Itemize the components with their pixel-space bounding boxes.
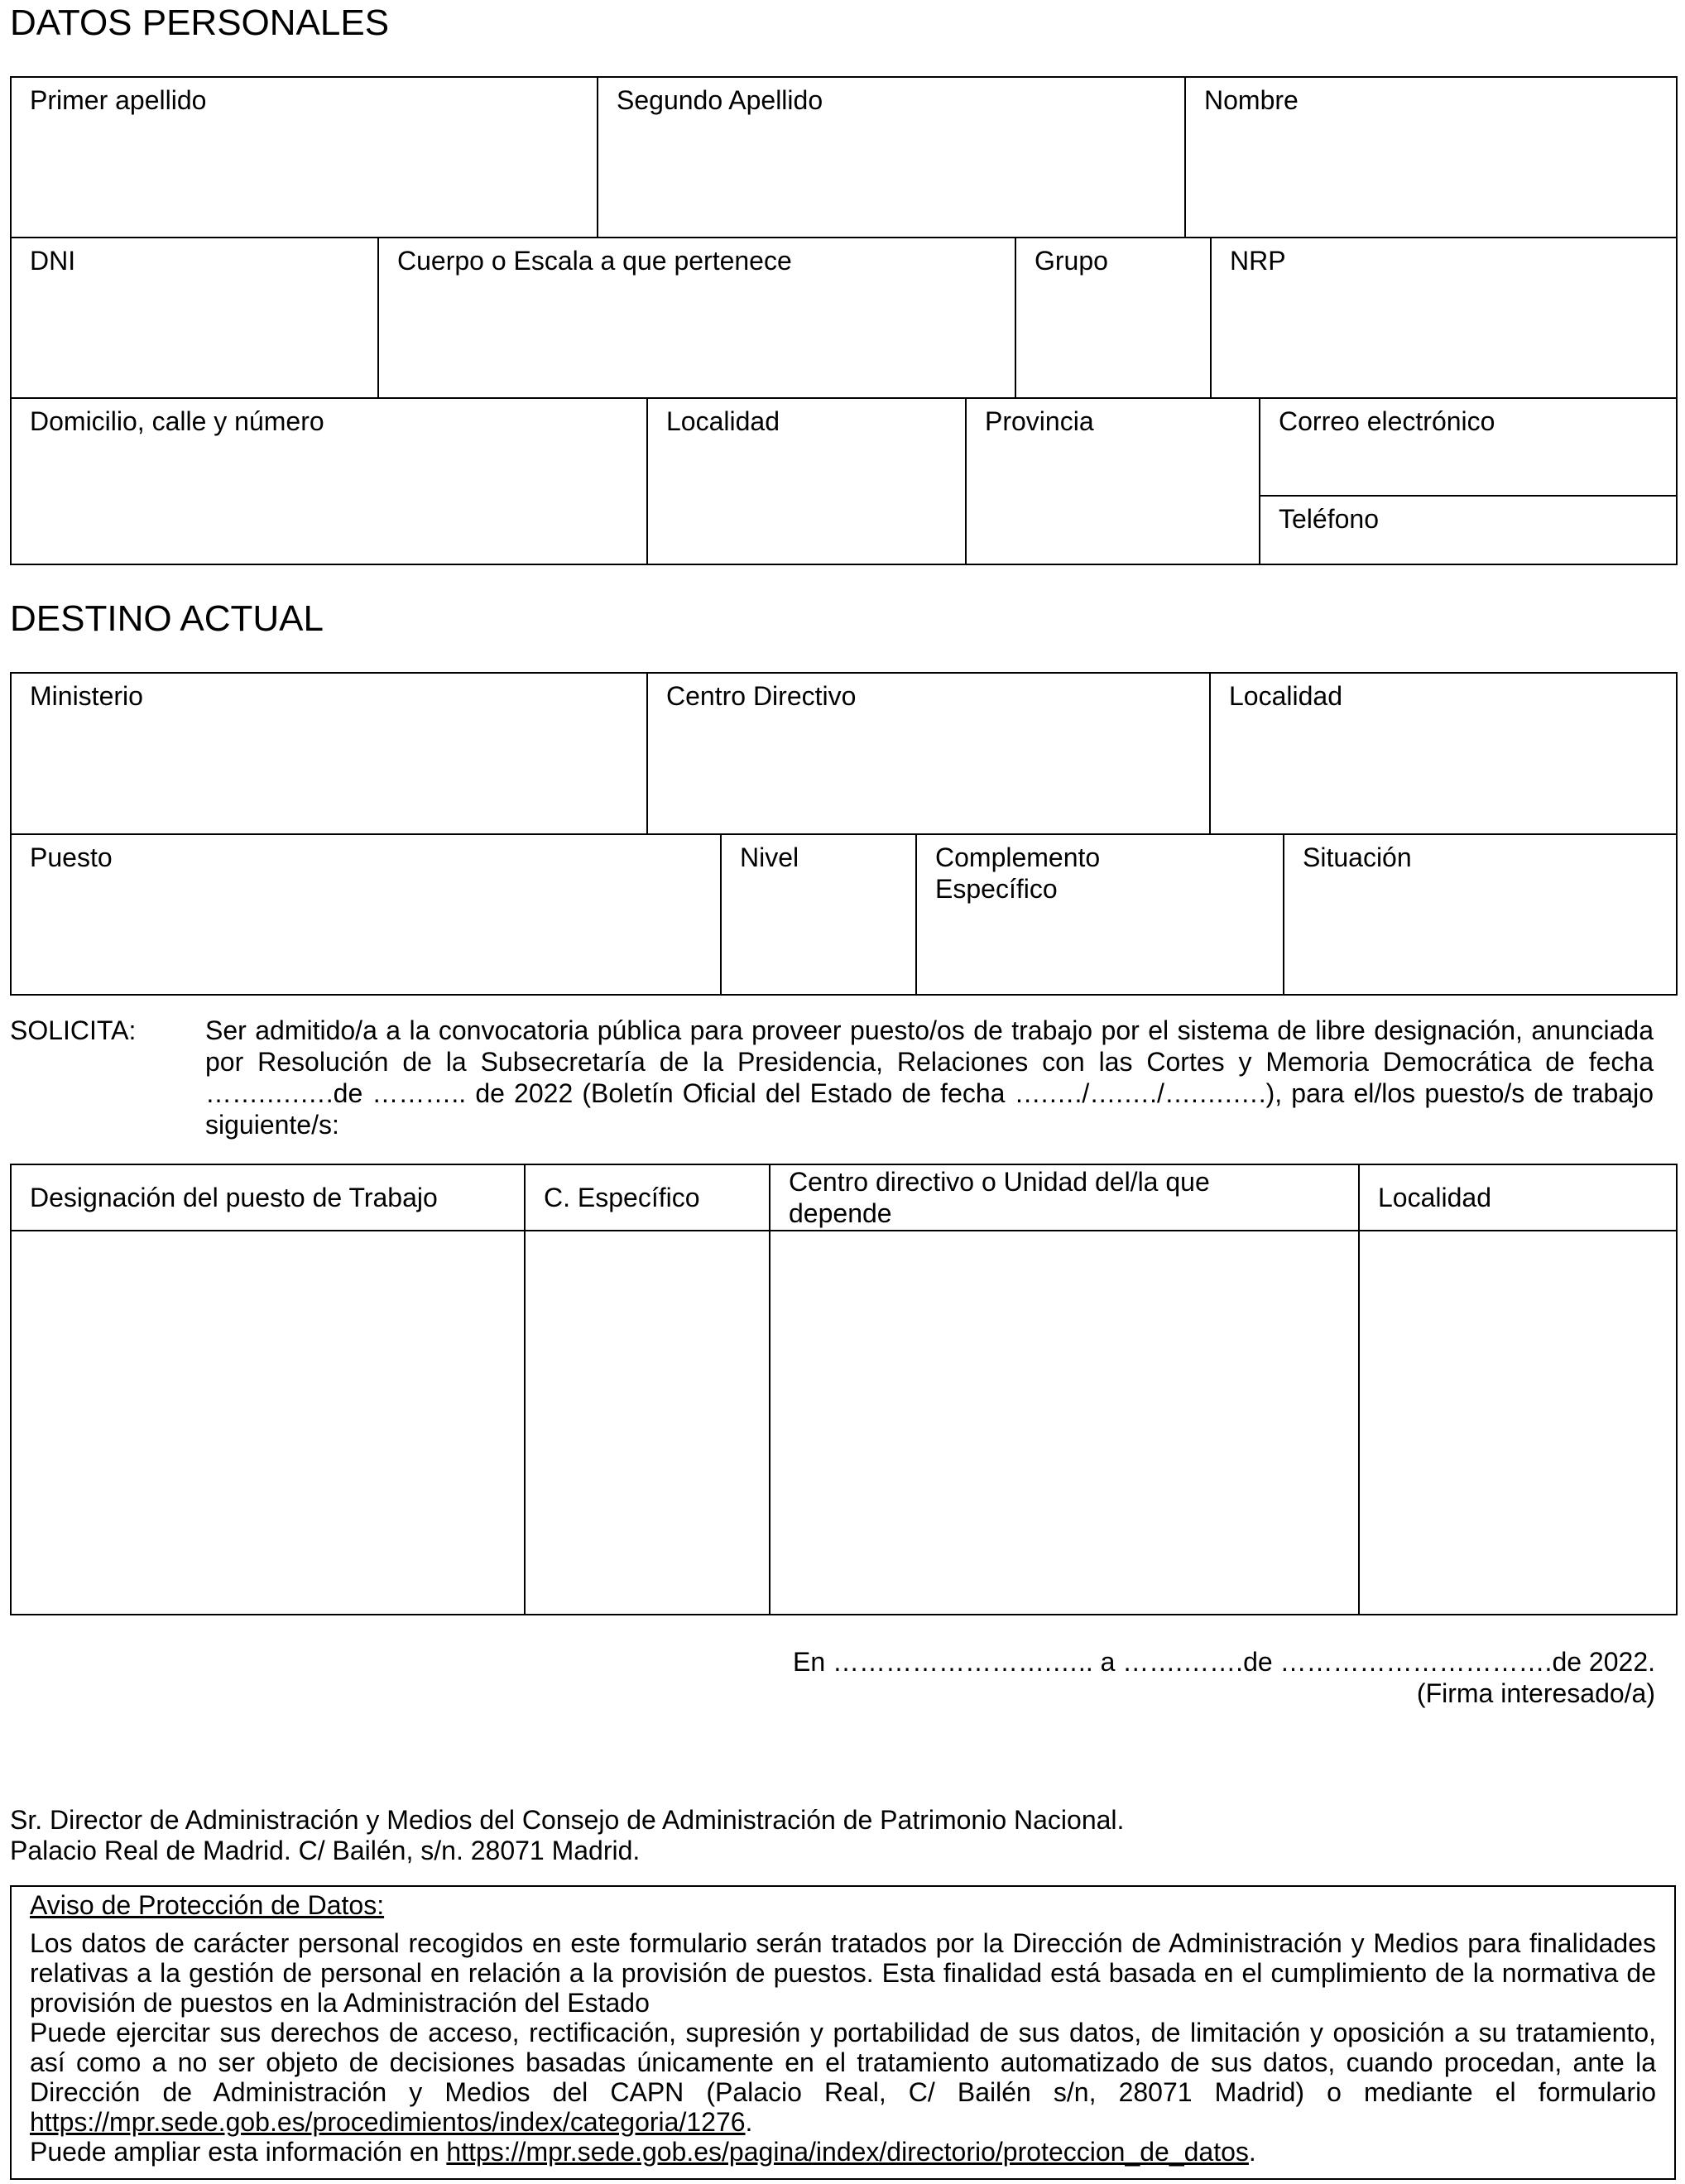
header-centro-directivo: Centro directivo o Unidad del/la que depende <box>770 1164 1359 1231</box>
destino-actual-row-2 <box>10 833 1678 996</box>
cuerpo-escala-field[interactable]: Cuerpo o Escala a que pertenece <box>378 238 1015 398</box>
localidad-field[interactable]: Localidad <box>647 398 966 564</box>
datos-personales-row-1 <box>10 76 1678 238</box>
telefono-field[interactable]: Teléfono <box>1260 496 1677 564</box>
localidad-puesto-input[interactable] <box>1359 1231 1677 1615</box>
segundo-apellido-field[interactable]: Segundo Apellido <box>598 77 1185 238</box>
ministerio-field[interactable]: Ministerio <box>11 673 647 834</box>
header-designacion: Designación del puesto de Trabajo <box>11 1164 525 1231</box>
dni-field[interactable]: DNI <box>11 238 378 398</box>
domicilio-field[interactable]: Domicilio, calle y número <box>11 398 647 564</box>
localidad-destino-field[interactable]: Localidad <box>1210 673 1677 834</box>
section-title-datos-personales: DATOS PERSONALES <box>10 2 390 43</box>
destino-actual-row-1 <box>10 672 1678 835</box>
header-localidad: Localidad <box>1359 1164 1677 1231</box>
centro-directivo-field[interactable]: Centro Directivo <box>647 673 1210 834</box>
complemento-especifico-field[interactable]: Complemento Específico <box>916 834 1284 995</box>
aviso-paragraph-1: Los datos de carácter personal recogidos en este formulario serán tratados por la Dirección de Administración y Medios para finalidades relativas a la gestión de personal en relación a la provisión de puestos. Esta finalidad está basada en el cumplimiento de la normativa de provisión de puestos en la Administración del Estado <box>30 1928 1656 2018</box>
destinatario-line-2: Palacio Real de Madrid. C/ Bailén, s/n. 28071 Madrid. <box>10 1836 641 1865</box>
grupo-field[interactable]: Grupo <box>1015 238 1211 398</box>
correo-electronico-field[interactable]: Correo electrónico <box>1260 398 1677 496</box>
proteccion-datos-link[interactable]: https://mpr.sede.gob.es/pagina/index/directorio/proteccion_de_datos <box>446 2137 1249 2167</box>
puestos-table <box>10 1164 1678 1615</box>
datos-personales-row-3 <box>10 397 1678 565</box>
solicita-label: SOLICITA: <box>10 1015 137 1045</box>
puestos-table-header <box>11 1164 1677 1231</box>
provincia-field[interactable]: Provincia <box>966 398 1260 564</box>
datos-personales-row-2 <box>10 237 1678 399</box>
aviso-paragraph-3-text: Puede ampliar esta información en <box>30 2137 439 2167</box>
nombre-field[interactable]: Nombre <box>1185 77 1677 238</box>
designacion-puesto-input[interactable] <box>11 1231 525 1615</box>
puesto-field[interactable]: Puesto <box>11 834 721 995</box>
header-c-especifico: C. Específico <box>525 1164 770 1231</box>
centro-directivo-unidad-input[interactable] <box>770 1231 1359 1615</box>
aviso-paragraph-3: Puede ampliar esta información en https://mpr.sede.gob.es/pagina/index/directorio/proteccion_de_datos. <box>30 2137 1256 2167</box>
nivel-field[interactable]: Nivel <box>721 834 916 995</box>
table-row <box>11 1231 1677 1615</box>
situacion-field[interactable]: Situación <box>1284 834 1677 995</box>
firma-label: (Firma interesado/a) <box>1416 1678 1655 1708</box>
nrp-field[interactable]: NRP <box>1211 238 1677 398</box>
primer-apellido-field[interactable]: Primer apellido <box>11 77 598 238</box>
aviso-proteccion-datos <box>10 1885 1676 2180</box>
aviso-paragraph-2-text: Puede ejercitar sus derechos de acceso, rectificación, supresión y portabilidad de sus datos, de limitación y oposición a su tratamiento, así como a no ser objeto de decisiones basadas únicamente en el tratamiento automatizado de sus datos, cuando procedan, ante la Dirección de Administración y Medios del CAPN (Palacio Real, C/ Bailén s/n, 28071 Madrid) o mediante el formulario <box>30 2018 1656 2107</box>
solicita-text: Ser admitido/a a la convocatoria pública para proveer puesto/os de trabajo por el sistema de libre designación, anunciada por Resolución de la Subsecretaría de la Presidencia, Relaciones con las Cortes y Memoria Democrática de fecha …….….….de ……….. de 2022 (Boletín Oficial del Estado de fecha ….…./….…./….….….), para el/los puesto/s de trabajo siguiente/s: <box>205 1015 1654 1140</box>
aviso-paragraph-2: Puede ejercitar sus derechos de acceso, rectificación, supresión y portabilidad de sus datos, de limitación y oposición a su tratamiento, así como a no ser objeto de decisiones basadas únicamente en el tratamiento automatizado de sus datos, cuando procedan, ante la Dirección de Administración y Medios del CAPN (Palacio Real, C/ Bailén s/n, 28071 Madrid) o mediante el formulario https://mpr.sede.gob.es/procedimientos/index/categoria/1276. <box>30 2018 1656 2137</box>
formulario-link[interactable]: https://mpr.sede.gob.es/procedimientos/index/categoria/1276 <box>30 2107 746 2137</box>
destinatario-line-1: Sr. Director de Administración y Medios del Consejo de Administración de Patrimonio Nacional. <box>10 1805 1125 1835</box>
lugar-fecha-line: En …………………….….. a …….…….de ………………………….de 2022. <box>793 1647 1655 1677</box>
section-title-destino-actual: DESTINO ACTUAL <box>10 598 324 639</box>
c-especifico-input[interactable] <box>525 1231 770 1615</box>
aviso-title: Aviso de Protección de Datos: <box>30 1890 385 1920</box>
